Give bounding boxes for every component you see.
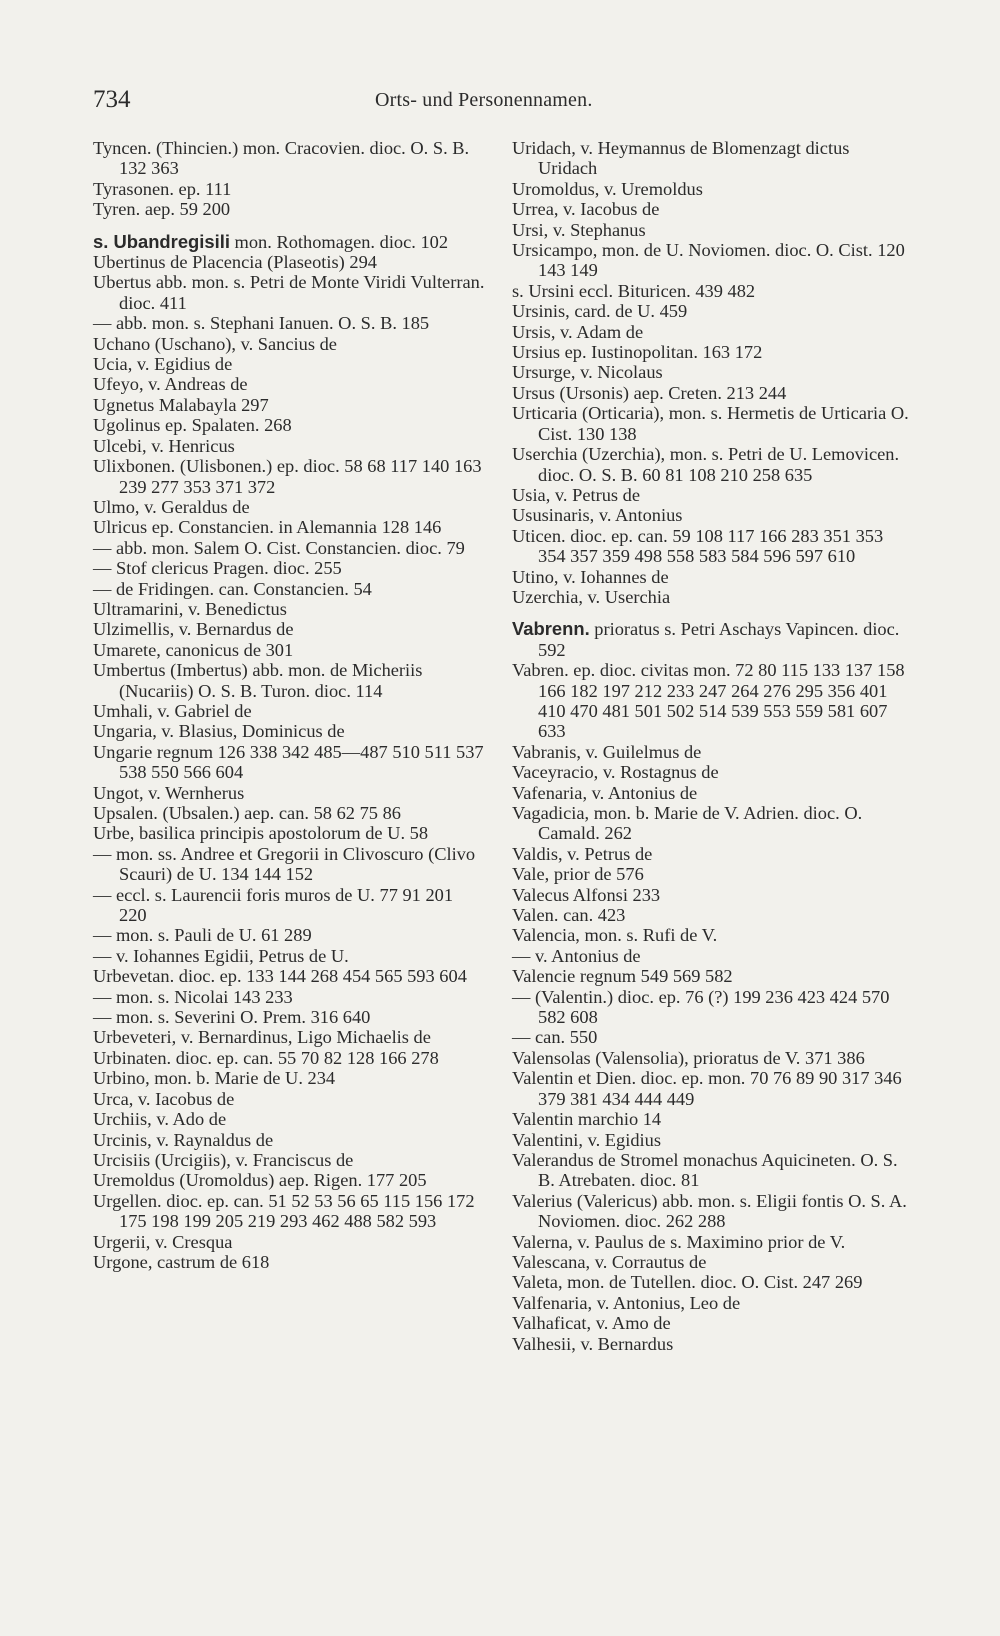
- entry-text: mon. Rothomagen. dioc. 102: [229, 231, 449, 252]
- index-entry: [512, 1109, 912, 1129]
- index-entry: [512, 783, 912, 803]
- left-column: [93, 138, 485, 1272]
- index-entry: [512, 619, 912, 660]
- index-entry: [93, 640, 485, 660]
- entry-text: Valhesii, v. Bernardus: [512, 1333, 674, 1354]
- index-entry: [512, 301, 912, 321]
- entry-text: Valensolas (Valensolia), prioratus de V. 371 386: [512, 1047, 865, 1068]
- index-entry: [512, 444, 912, 485]
- entry-text: Vaceyracio, v. Rostagnus de: [512, 762, 719, 783]
- entry-text: Ursis, v. Adam de: [512, 321, 644, 342]
- page-number: 734: [93, 86, 131, 113]
- index-entry: [512, 1130, 912, 1150]
- index-entry: [512, 240, 912, 281]
- entry-text: — abb. mon. s. Stephani Ianuen. O. S. B. 185: [93, 313, 430, 334]
- index-entry: [512, 925, 912, 945]
- entry-text: Ugolinus ep. Spalaten. 268: [93, 415, 292, 436]
- index-entry: [512, 762, 912, 782]
- index-entry: [93, 1150, 485, 1170]
- entry-text: s. Ursini eccl. Bituricen. 439 482: [512, 280, 756, 301]
- entry-text: Userchia (Uzerchia), mon. s. Petri de U. Lemovicen. dioc. O. S. B. 60 81 108 210 258 635: [512, 444, 900, 485]
- entry-text: Umbertus (Imbertus) abb. mon. de Micheriis (Nucariis) O. S. B. Turon. dioc. 114: [93, 660, 423, 701]
- index-entry: [512, 281, 912, 301]
- entry-text: Valentin marchio 14: [512, 1109, 662, 1130]
- entry-text: Ungot, v. Wernherus: [93, 782, 245, 803]
- index-entry: [512, 526, 912, 567]
- entry-text: Vabren. ep. dioc. civitas mon. 72 80 115 133 137 158 166 182 197 212 233 247 264 276 295 356 401 410 470 481 501 502 514 539 553 559 581 607 633: [512, 660, 905, 742]
- entry-text: — mon. s. Severini O. Prem. 316 640: [93, 1007, 371, 1028]
- entry-text: Valdis, v. Petrus de: [512, 843, 653, 864]
- entry-text: Ulricus ep. Constancien. in Alemannia 128 146: [93, 517, 442, 538]
- index-entry: [93, 1109, 485, 1129]
- index-entry: [93, 272, 485, 313]
- index-entry: [512, 138, 912, 179]
- entry-text: Valescana, v. Corrautus de: [512, 1251, 707, 1272]
- entry-text: Tyncen. (Thincien.) mon. Cracovien. dioc. O. S. B. 132 363: [93, 138, 470, 179]
- entry-text: Valerandus de Stromel monachus Aquicineten. O. S. B. Atrebaten. dioc. 81: [512, 1149, 898, 1191]
- entry-text: Ursius ep. Iustinopolitan. 163 172: [512, 342, 763, 363]
- index-entry: [93, 395, 485, 415]
- entry-text: Urcisiis (Urcigiis), v. Franciscus de: [93, 1149, 354, 1170]
- entry-text: — mon. s. Nicolai 143 233: [93, 986, 293, 1007]
- entry-text: Valentini, v. Egidius: [512, 1129, 661, 1150]
- entry-text: Valfenaria, v. Antonius, Leo de: [512, 1292, 741, 1313]
- entry-text: Ulzimellis, v. Bernardus de: [93, 619, 294, 640]
- entry-text: Vabranis, v. Guilelmus de: [512, 741, 702, 762]
- entry-text: Tyrasonen. ep. 111: [93, 178, 232, 199]
- entry-text: Valhaficat, v. Amo de: [512, 1313, 671, 1334]
- entry-text: Uchano (Uschano), v. Sancius de: [93, 333, 337, 354]
- index-entry: [512, 220, 912, 240]
- index-entry: [93, 946, 485, 966]
- entry-text: Uromoldus, v. Uremoldus: [512, 178, 703, 199]
- entry-text: Valeta, mon. de Tutellen. dioc. O. Cist. 247 269: [512, 1272, 863, 1293]
- entry-text: Uticen. dioc. ep. can. 59 108 117 166 283 351 353 354 357 359 498 558 583 584 596 597 610: [512, 525, 884, 567]
- index-entry: [512, 322, 912, 342]
- entry-text: — (Valentin.) dioc. ep. 76 (?) 199 236 423 424 570 582 608: [512, 986, 890, 1028]
- index-entry: [512, 179, 912, 199]
- entry-text: — can. 550: [512, 1027, 598, 1048]
- index-entry: [93, 538, 485, 558]
- index-entry: [93, 1252, 485, 1272]
- index-entry: [93, 497, 485, 517]
- entry-text: Upsalen. (Ubsalen.) aep. can. 58 62 75 86: [93, 803, 401, 823]
- entry-text: Ubertinus de Placencia (Plaseotis) 294: [93, 252, 377, 273]
- entry-text: Uzerchia, v. Userchia: [512, 586, 671, 607]
- entry-headword: s. Ubandregisili: [93, 230, 230, 252]
- entry-text: Valerna, v. Paulus de s. Maximino prior de V.: [512, 1231, 846, 1252]
- entry-text: prioratus s. Petri Aschays Vapincen. dioc. 592: [538, 619, 900, 660]
- entry-text: — mon. s. Pauli de U. 61 289: [93, 925, 312, 946]
- right-column: [512, 138, 912, 1354]
- entry-text: Valecus Alfonsi 233: [512, 884, 661, 905]
- entry-text: Ungaria, v. Blasius, Dominicus de: [93, 721, 345, 742]
- index-entry: [93, 374, 485, 394]
- index-entry: [93, 1068, 485, 1088]
- entry-text: — abb. mon. Salem O. Cist. Constancien. dioc. 79: [93, 537, 465, 558]
- index-entry: [512, 905, 912, 925]
- entry-text: Usia, v. Petrus de: [512, 484, 641, 505]
- index-entry: [93, 415, 485, 435]
- index-entry: [93, 436, 485, 456]
- index-entry: [512, 1150, 912, 1191]
- entry-text: Ususinaris, v. Antonius: [512, 505, 683, 526]
- index-entry: [93, 1170, 485, 1190]
- index-entry: [93, 579, 485, 599]
- entry-text: Ulcebi, v. Henricus: [93, 435, 235, 456]
- entry-headword: Vabrenn.: [512, 618, 590, 640]
- index-entry: [512, 1334, 912, 1354]
- index-entry: [93, 558, 485, 578]
- entry-text: Urbevetan. dioc. ep. 133 144 268 454 565 593 604: [93, 966, 467, 987]
- index-entry: [512, 803, 912, 844]
- index-entry: [93, 1191, 485, 1232]
- entry-text: Urbinaten. dioc. ep. can. 55 70 82 128 166 278: [93, 1047, 439, 1068]
- entry-text: Umarete, canonicus de 301: [93, 639, 294, 660]
- entry-text: Vale, prior de 576: [512, 864, 644, 885]
- index-entry: [512, 864, 912, 884]
- index-entry: [512, 485, 912, 505]
- index-entry: [93, 1232, 485, 1252]
- entry-text: Urgone, castrum de 618: [93, 1251, 270, 1272]
- entry-text: — Stof clericus Pragen. dioc. 255: [93, 558, 342, 579]
- index-entry: [93, 1007, 485, 1027]
- index-entry: [512, 885, 912, 905]
- entry-text: Urca, v. Iacobus de: [93, 1088, 235, 1109]
- entry-text: Urrea, v. Iacobus de: [512, 199, 660, 220]
- index-entry: [512, 1272, 912, 1292]
- entry-text: Ultramarini, v. Benedictus: [93, 598, 287, 619]
- running-title: Orts- und Personennamen.: [375, 89, 593, 111]
- index-entry: [93, 252, 485, 272]
- index-entry: [93, 823, 485, 843]
- index-entry: [93, 925, 485, 945]
- index-entry: [93, 334, 485, 354]
- entry-text: Utino, v. Iohannes de: [512, 566, 669, 587]
- index-entry: [93, 456, 485, 497]
- entry-text: Ungarie regnum 126 338 342 485—487 510 511 537 538 550 566 604: [93, 741, 484, 783]
- index-entry: [93, 313, 485, 333]
- index-entry: [512, 1191, 912, 1232]
- index-entry: [93, 721, 485, 741]
- index-entry: [512, 987, 912, 1028]
- index-entry: [512, 1027, 912, 1047]
- index-entry: [93, 660, 485, 701]
- entry-text: Ursicampo, mon. de U. Noviomen. dioc. O. Cist. 120 143 149: [512, 240, 905, 281]
- index-entry: [512, 1068, 912, 1109]
- index-entry: [512, 587, 912, 607]
- entry-text: Uremoldus (Uromoldus) aep. Rigen. 177 205: [93, 1170, 427, 1191]
- index-entry: [93, 1048, 485, 1068]
- index-entry: [93, 844, 485, 885]
- index-entry: [512, 946, 912, 966]
- entry-text: Vagadicia, mon. b. Marie de V. Adrien. dioc. O. Camald. 262: [512, 803, 863, 844]
- index-entry: [512, 383, 912, 403]
- entry-text: Ubertus abb. mon. s. Petri de Monte Viridi Vulterran. dioc. 411: [93, 272, 485, 313]
- index-entry: [512, 362, 912, 382]
- index-entry: [93, 1027, 485, 1047]
- entry-text: Urgerii, v. Cresqua: [93, 1231, 233, 1252]
- entry-text: Valencie regnum 549 569 582: [512, 966, 733, 987]
- index-entry: [512, 966, 912, 986]
- entry-text: Ugnetus Malabayla 297: [93, 394, 269, 415]
- entry-text: — de Fridingen. can. Constancien. 54: [93, 578, 372, 599]
- index-entry: [93, 783, 485, 803]
- entry-text: Urchiis, v. Ado de: [93, 1109, 227, 1130]
- entry-text: Vafenaria, v. Antonius de: [512, 782, 698, 803]
- index-entry: [93, 1089, 485, 1109]
- entry-text: Ursurge, v. Nicolaus: [512, 362, 663, 383]
- entry-text: — mon. ss. Andree et Gregorii in Clivoscuro (Clivo Scauri) de U. 134 144 152: [93, 843, 476, 885]
- entry-text: Ursinis, card. de U. 459: [512, 301, 688, 322]
- index-entry: [512, 844, 912, 864]
- index-entry: [93, 354, 485, 374]
- index-entry: [93, 199, 485, 219]
- entry-text: Ulixbonen. (Ulisbonen.) ep. dioc. 58 68 117 140 163 239 277 353 371 372: [93, 456, 482, 497]
- entry-text: Ufeyo, v. Andreas de: [93, 374, 248, 395]
- index-entry: [93, 742, 485, 783]
- page-header: [0, 86, 1000, 122]
- entry-text: — v. Antonius de: [512, 945, 641, 966]
- index-entry: [512, 505, 912, 525]
- index-entry: [512, 1313, 912, 1333]
- index-entry: [512, 342, 912, 362]
- entry-text: Ursi, v. Stephanus: [512, 219, 646, 240]
- index-entry: [512, 567, 912, 587]
- index-entry: [93, 517, 485, 537]
- entry-text: Valentin et Dien. dioc. ep. mon. 70 76 89 90 317 346 379 381 434 444 449: [512, 1068, 902, 1109]
- index-entry: [93, 885, 485, 926]
- entry-text: Ulmo, v. Geraldus de: [93, 496, 250, 517]
- entry-text: Ucia, v. Egidius de: [93, 354, 233, 375]
- index-entry: [512, 403, 912, 444]
- index-entry: [93, 966, 485, 986]
- entry-text: Umhali, v. Gabriel de: [93, 700, 252, 721]
- entry-text: Urbino, mon. b. Marie de U. 234: [93, 1068, 336, 1089]
- entry-text: — eccl. s. Laurencii foris muros de U. 77 91 201 220: [93, 884, 454, 926]
- index-entry: [93, 987, 485, 1007]
- index-entry: [512, 199, 912, 219]
- entry-text: Urcinis, v. Raynaldus de: [93, 1129, 274, 1150]
- entry-text: Ursus (Ursonis) aep. Creten. 213 244: [512, 382, 787, 403]
- index-entry: [93, 803, 485, 823]
- entry-text: Urbe, basilica principis apostolorum de U. 58: [93, 823, 429, 844]
- index-entry: [93, 619, 485, 639]
- index-entry: [512, 1232, 912, 1252]
- entry-text: Valerius (Valericus) abb. mon. s. Eligii fontis O. S. A. Noviomen. dioc. 262 288: [512, 1190, 907, 1232]
- index-entry: [512, 742, 912, 762]
- entry-text: Tyren. aep. 59 200: [93, 199, 231, 220]
- entry-text: Valencia, mon. s. Rufi de V.: [512, 925, 718, 946]
- entry-text: Uridach, v. Heymannus de Blomenzagt dictus Uridach: [512, 138, 850, 179]
- index-entry: [93, 1130, 485, 1150]
- index-entry: [512, 1252, 912, 1272]
- entry-text: Urbeveteri, v. Bernardinus, Ligo Michaelis de: [93, 1027, 431, 1048]
- index-entry: [512, 1048, 912, 1068]
- index-entry: [93, 232, 485, 252]
- entry-text: Urgellen. dioc. ep. can. 51 52 53 56 65 115 156 172 175 198 199 205 219 293 462 488 582 593: [93, 1190, 475, 1232]
- entry-text: Valen. can. 423: [512, 905, 626, 926]
- index-entry: [512, 1293, 912, 1313]
- index-entry: [93, 701, 485, 721]
- entry-text: Urticaria (Orticaria), mon. s. Hermetis de Urticaria O. Cist. 130 138: [512, 403, 909, 444]
- index-entry: [93, 138, 485, 179]
- index-entry: [93, 179, 485, 199]
- index-entry: [93, 599, 485, 619]
- entry-text: — v. Iohannes Egidii, Petrus de U.: [93, 945, 349, 966]
- index-entry: [512, 660, 912, 742]
